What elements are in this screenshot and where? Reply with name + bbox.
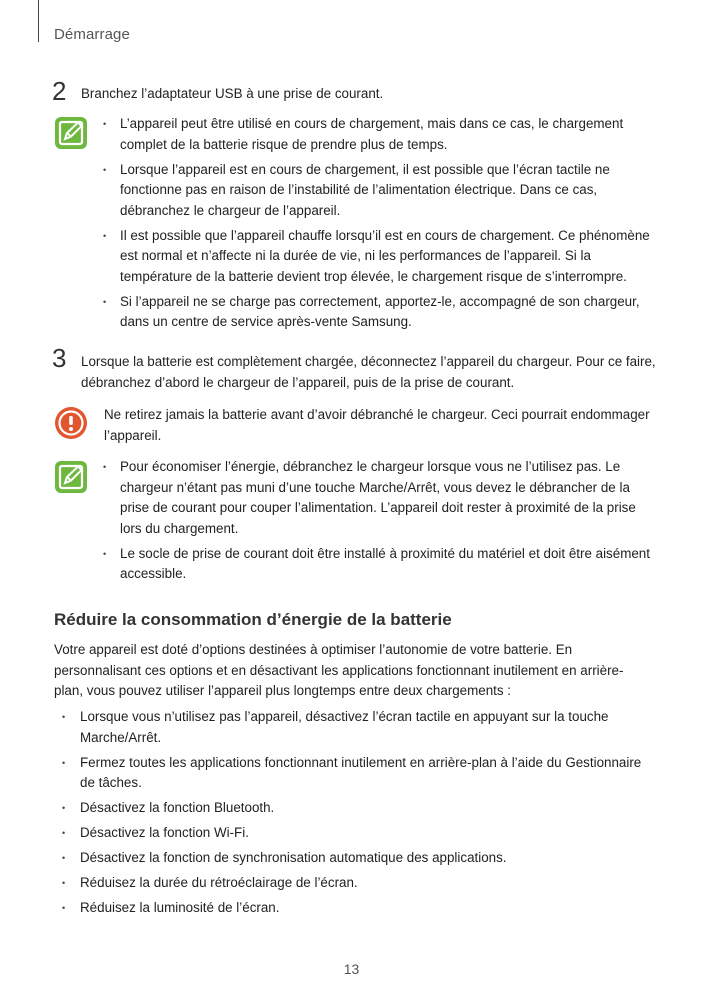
list-item: • Réduisez la durée du rétroéclairage de l’écran. [62,873,652,894]
warning-text: Ne retirez jamais la batterie avant d’avoir débranché le chargeur. Ceci pourrait endommager l’appareil. [104,407,650,443]
list-item: • Fermez toutes les applications fonctionnant inutilement en arrière-plan à l’aide du Gestionnaire de tâches. [62,753,652,794]
warning-icon [54,406,88,440]
list-item: • Pour économiser l’énergie, débranchez le chargeur lorsque vous ne l’utilisez pas. Le chargeur n’étant pas muni d’une touche Marche/Arrêt, vous devez le débrancher de la prise de courant pour couper l’alimentation. L’appareil doit rester à proximité de la prise lors du chargement. [103,457,653,539]
step-2-text: Branchez l’adaptateur USB à une prise de courant. [81,86,384,101]
note-icon [54,460,88,494]
list-item: • Désactivez la fonction Bluetooth. [62,798,652,819]
list-item: • Si l’appareil ne se charge pas correctement, apportez-le, accompagné de son chargeur, dans un centre de service après-vente Samsung. [103,292,653,333]
section-title: Réduire la consommation d’énergie de la batterie [54,610,452,629]
step-number-3: 3 [52,343,67,373]
list-item: • Il est possible que l’appareil chauffe lorsqu’il est en cours de chargement. Ce phénomène est normal et n’affecte ni la durée de vie, ni les performances de l’appareil. Si la température de la batterie devient trop élevée, le chargement risque de s’interrompre. [103,226,653,288]
step-2-note-list [103,114,653,337]
step-number-2: 2 [52,76,67,106]
list-item: • Lorsque l’appareil est en cours de chargement, il est possible que l’écran tactile ne fonctionne pas en raison de l’instabilité de l’alimentation électrique. Dans ce cas, débranchez le chargeur de l’appareil. [103,160,653,222]
list-item: • Réduisez la luminosité de l’écran. [62,898,652,919]
note-icon [54,116,88,150]
step-3-text: Lorsque la batterie est complètement chargée, déconnectez l’appareil du chargeur. Pour ce faire, débranchez d’abord le chargeur de l’appareil, puis de la prise de courant. [81,354,656,390]
section-intro: Votre appareil est doté d’options destinées à optimiser l’autonomie de votre batterie. En personnalisant ces options et en désactivant les applications fonctionnant inutilement en arrière-plan, vous pouvez utiliser l’appareil plus longtemps entre deux chargements : [54,642,624,698]
page-number: 13 [343,961,360,977]
step-3-note-list [103,457,653,589]
page-header: Démarrage [54,26,130,43]
header-rule [38,0,39,42]
list-item: • Lorsque vous n’utilisez pas l’appareil, désactivez l’écran tactile en appuyant sur la touche Marche/Arrêt. [62,707,652,748]
list-item: • Désactivez la fonction de synchronisation automatique des applications. [62,848,652,869]
list-item: • Le socle de prise de courant doit être installé à proximité du matériel et doit être aisément accessible. [103,544,653,585]
section-bullet-list [62,707,652,923]
list-item: • L’appareil peut être utilisé en cours de chargement, mais dans ce cas, le chargement complet de la batterie risque de prendre plus de temps. [103,114,653,155]
list-item: • Désactivez la fonction Wi-Fi. [62,823,652,844]
